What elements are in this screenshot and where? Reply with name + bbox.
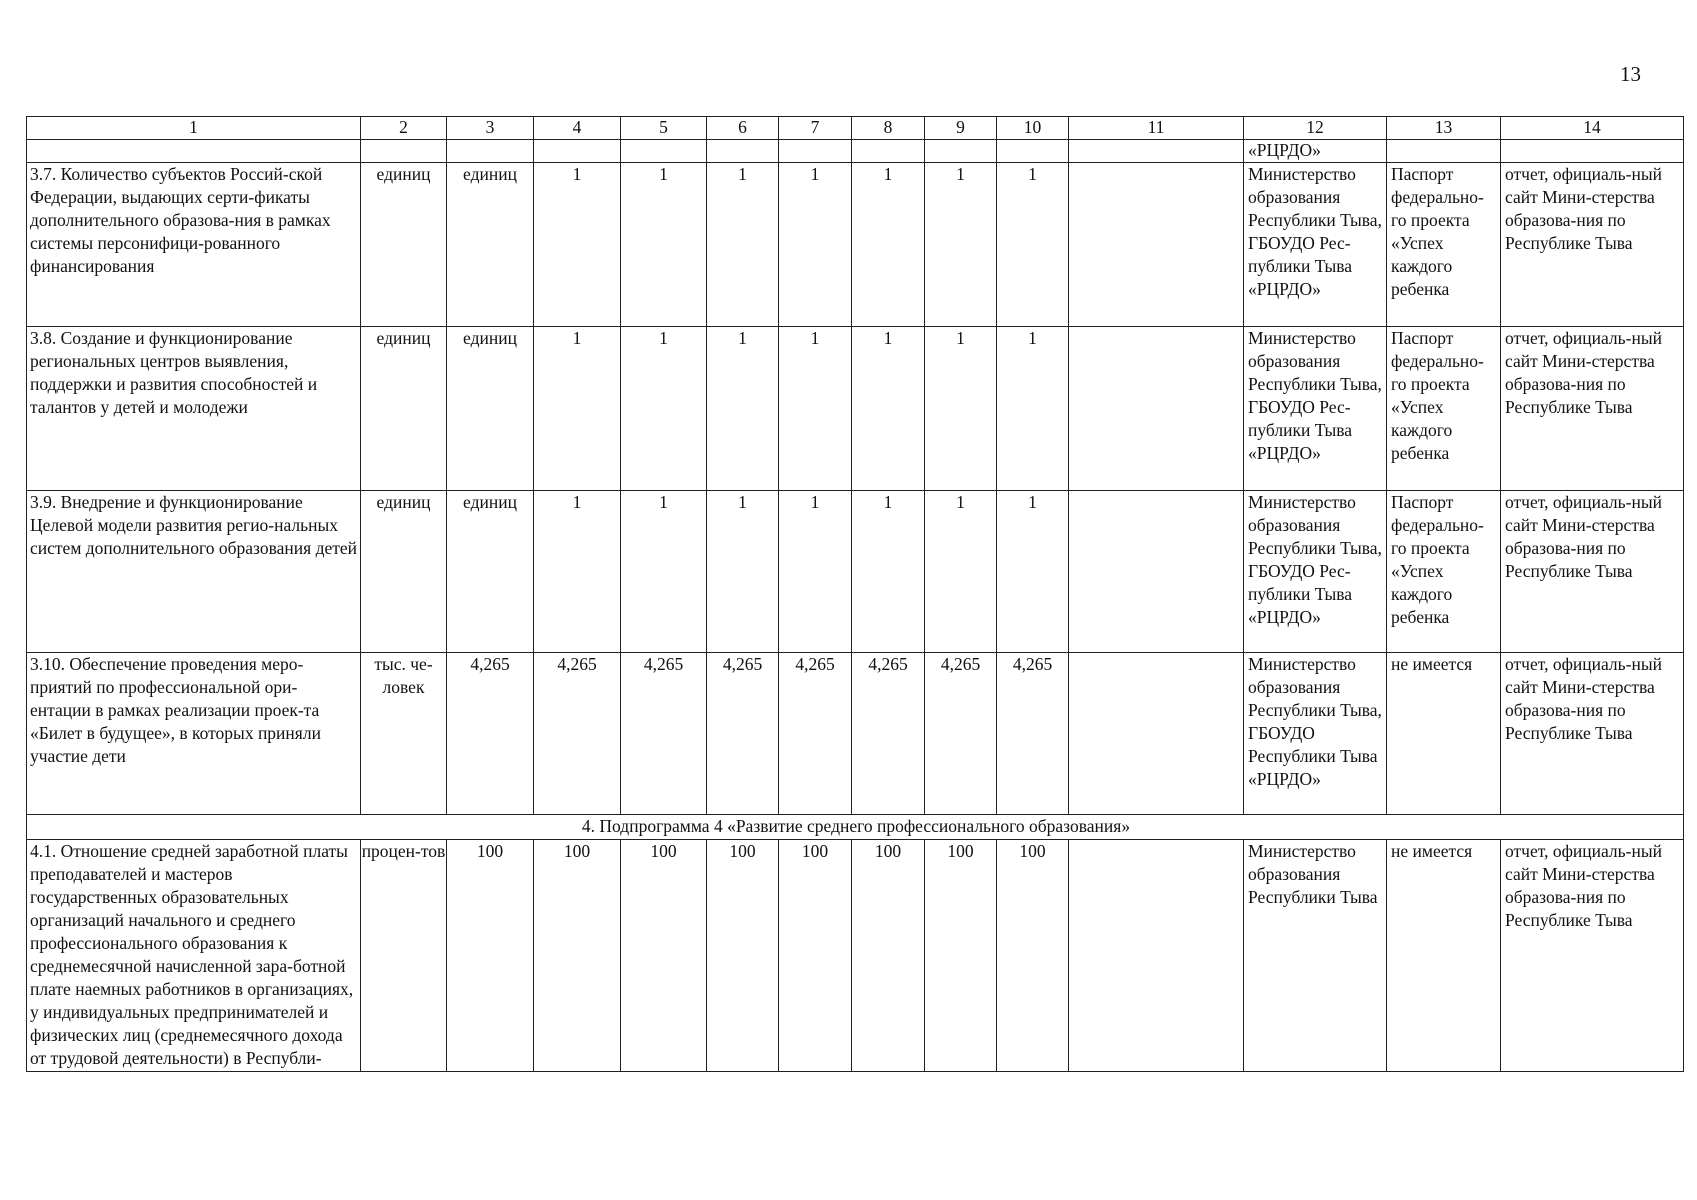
value-cell: 100 [621,840,707,1072]
report-cell: отчет, официаль-ный сайт Мини-стерства образова-ния по Республике Тыва [1501,163,1684,327]
value-cell: 4,265 [925,653,997,815]
header-cell: 10 [997,117,1069,140]
value-cell: 1 [621,491,707,653]
indicator-name: 4.1. Отношение средней заработной платы преподавателей и мастеров государственных образовательных организаций начального и среднего профессионального образования к среднемесячной начисленной зара-ботной плате наемных работников в организациях, у индивидуальных предпринимателей и физических лиц (среднемесячного дохода от трудовой деятельности) в Республи- [27,840,361,1072]
header-cell: 9 [925,117,997,140]
value-cell: 100 [534,840,621,1072]
header-cell: 11 [1069,117,1244,140]
value-cell: 4,265 [447,653,534,815]
header-cell: 5 [621,117,707,140]
unit-cell: единиц [361,327,447,491]
value-cell: 100 [852,840,925,1072]
value-cell: 1 [621,327,707,491]
value-cell: 1 [779,163,852,327]
value-cell: 1 [707,163,779,327]
subprogram-row [27,815,1684,840]
value-cell: единиц [447,491,534,653]
value-cell: 4,265 [621,653,707,815]
empty-cell [1069,840,1244,1072]
responsible-cell: Министерство образования Республики Тыва, ГБОУДО Рес-публики Тыва «РЦРДО» [1244,327,1387,491]
unit-cell: единиц [361,491,447,653]
responsible-cell: Министерство образования Республики Тыва, ГБОУДО Рес-публики Тыва «РЦРДО» [1244,163,1387,327]
value-cell: 1 [852,491,925,653]
value-cell: 1 [997,163,1069,327]
value-cell: 4,265 [779,653,852,815]
table-row [27,491,1684,653]
header-cell: 4 [534,117,621,140]
value-cell: 100 [447,840,534,1072]
indicator-name: 3.9. Внедрение и функционирование Целевой модели развития регио-нальных систем дополнительного образования детей [27,491,361,653]
value-cell: 1 [621,163,707,327]
value-cell: 100 [707,840,779,1072]
value-cell: 100 [779,840,852,1072]
value-cell: 1 [779,327,852,491]
value-cell: 1 [997,327,1069,491]
responsible-cell: Министерство образования Республики Тыва, ГБОУДО Республики Тыва «РЦРДО» [1244,653,1387,815]
indicators-table [26,116,1684,1072]
value-cell: 1 [925,327,997,491]
value-cell: единиц [447,163,534,327]
table-row [27,653,1684,815]
value-cell: 1 [534,491,621,653]
report-cell: отчет, официаль-ный сайт Мини-стерства образова-ния по Республике Тыва [1501,653,1684,815]
source-cell: Паспорт федерально-го проекта «Успех каждого ребенка [1387,491,1501,653]
empty-cell [1069,327,1244,491]
header-cell: 13 [1387,117,1501,140]
value-cell: 1 [534,327,621,491]
table-row [27,327,1684,491]
header-cell: 6 [707,117,779,140]
value-cell: 1 [997,491,1069,653]
empty-cell [1069,163,1244,327]
source-cell: Паспорт федерально-го проекта «Успех каждого ребенка [1387,327,1501,491]
report-cell: отчет, официаль-ный сайт Мини-стерства образова-ния по Республике Тыва [1501,840,1684,1072]
header-cell: 3 [447,117,534,140]
source-cell: не имеется [1387,840,1501,1072]
unit-cell: единиц [361,163,447,327]
header-cell: 1 [27,117,361,140]
page-number: 13 [1620,62,1641,86]
report-cell: отчет, официаль-ный сайт Мини-стерства образова-ния по Республике Тыва [1501,327,1684,491]
header-cell: 14 [1501,117,1684,140]
responsible-cell: Министерство образования Республики Тыва [1244,840,1387,1072]
source-cell: Паспорт федерально-го проекта «Успех каждого ребенка [1387,163,1501,327]
indicator-name: 3.7. Количество субъектов Россий-ской Федерации, выдающих серти-фикаты дополнительного образова-ния в рамках системы персонифици-рованного финансирования [27,163,361,327]
header-cell: 12 [1244,117,1387,140]
value-cell: 100 [997,840,1069,1072]
header-row [27,117,1684,140]
value-cell: 1 [852,327,925,491]
responsible-cell: «РЦРДО» [1244,140,1387,163]
value-cell: 4,265 [852,653,925,815]
value-cell: 100 [925,840,997,1072]
unit-cell: тыс. че-ловек [361,653,447,815]
empty-cell [1069,491,1244,653]
value-cell: 1 [707,327,779,491]
table-row [27,163,1684,327]
value-cell: 1 [779,491,852,653]
report-cell: отчет, официаль-ный сайт Мини-стерства образова-ния по Республике Тыва [1501,491,1684,653]
indicator-name: 3.10. Обеспечение проведения меро-приятий по профессиональной ори-ентации в рамках реализации проек-та «Билет в будущее», в которых приняли участие дети [27,653,361,815]
value-cell: 1 [925,163,997,327]
responsible-cell: Министерство образования Республики Тыва, ГБОУДО Рес-публики Тыва «РЦРДО» [1244,491,1387,653]
empty-cell [1069,653,1244,815]
header-cell: 8 [852,117,925,140]
value-cell: 1 [925,491,997,653]
value-cell: единиц [447,327,534,491]
subprogram-title: 4. Подпрограмма 4 «Развитие среднего профессионального образования» [27,815,1684,840]
indicator-name: 3.8. Создание и функционирование региональных центров выявления, поддержки и развития способностей и талантов у детей и молодежи [27,327,361,491]
header-cell: 7 [779,117,852,140]
value-cell: 1 [852,163,925,327]
unit-cell: процен-тов [361,840,447,1072]
value-cell: 1 [707,491,779,653]
source-cell: не имеется [1387,653,1501,815]
value-cell: 1 [534,163,621,327]
header-cell: 2 [361,117,447,140]
continuation-row [27,140,1684,163]
value-cell: 4,265 [707,653,779,815]
table-row [27,840,1684,1072]
value-cell: 4,265 [534,653,621,815]
value-cell: 4,265 [997,653,1069,815]
